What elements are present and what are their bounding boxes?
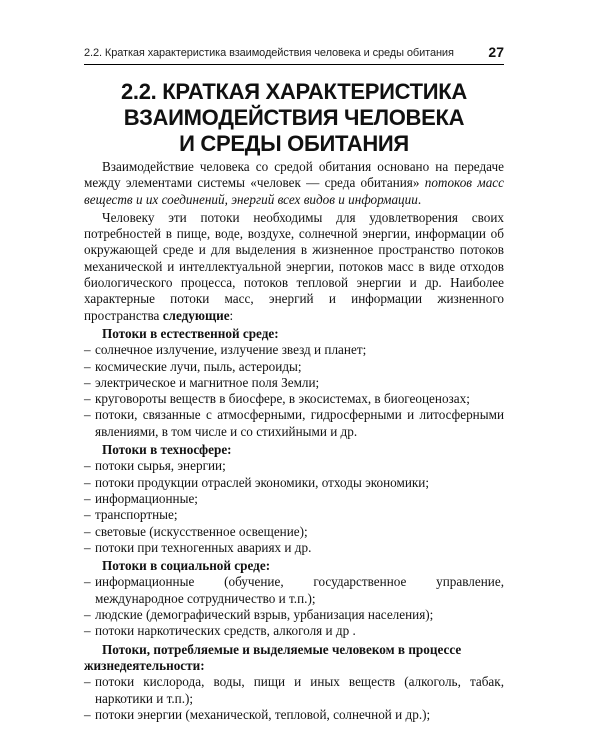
chapter-title-line: 2.2. КРАТКАЯ ХАРАКТЕРИСТИКА (120, 79, 468, 104)
list-item: – информационные; (84, 491, 504, 507)
needs-text: Человеку эти потоки необходимы для удовлетворения своих потребностей в пище, воде, воздухе, солнечной энергии, информации об окружающей среде и для выделения в жизненное пространство потоков механической и интеллектуальной энергии, потоков масс в виде отходов биологического процесса, потоков тепловой энергии и др. Наиболее характерные потоки масс, энергий и информации жизненного пространства (84, 209, 504, 323)
list-item: – световые (искусственное освещение); (84, 524, 504, 540)
running-title: 2.2. Краткая характеристика взаимодействия человека и среды обитания (84, 47, 454, 59)
list-item: – потоки, связанные с атмосферными, гидросферными и литосферными явлениями, в том числе и со стихийными и др. (84, 407, 504, 440)
chapter-title-line: ВЗАИМОДЕЙСТВИЯ ЧЕЛОВЕКА (123, 105, 465, 130)
list-item: – транспортные; (84, 507, 504, 523)
list-item: – потоки энергии (механической, тепловой, солнечной и др.); (84, 707, 504, 723)
intro-emphasis: потоков масс веществ и их соединений, энергий всех видов и информации (84, 175, 504, 207)
intro-text: Взаимодействие человека со средой обитания основано на передаче между элементами системы «человек — среда обитания» (84, 159, 504, 191)
running-header (84, 44, 504, 65)
chapter-title (84, 79, 504, 157)
list-item: – солнечное излучение, излучение звезд и планет; (84, 342, 504, 358)
list-item: – потоки кислорода, воды, пищи и иных веществ (алкоголь, табак, наркотики и т.п.); (84, 674, 504, 707)
section-heading: Потоки, потребляемые и выделяемые человеком в процессе жизнедеятельности: (84, 641, 462, 673)
body-text (84, 159, 504, 723)
needs-paragraph (84, 210, 504, 324)
intro-paragraph (84, 159, 504, 208)
list-item: – космические лучи, пыль, астероиды; (84, 359, 504, 375)
needs-strong: следующие (162, 307, 230, 323)
chapter-title-line: И СРЕДЫ ОБИТАНИЯ (179, 131, 409, 156)
list-item: – информационные (обучение, государственное управление, международное сотрудничество и т.п.); (84, 574, 504, 607)
section-heading: Потоки в техносфере: (102, 442, 232, 458)
list-item: – потоки при техногенных авариях и др. (84, 540, 504, 556)
page-number: 27 (488, 44, 504, 60)
section-heading: Потоки в естественной среде: (102, 325, 279, 341)
intro-end: . (417, 191, 422, 207)
list-item: – потоки продукции отраслей экономики, отходы экономики; (84, 475, 504, 491)
list-item: – потоки сырья, энергии; (84, 458, 504, 474)
list-item: – потоки наркотических средств, алкоголя и др . (84, 623, 504, 639)
section-heading: Потоки в социальной среде: (102, 558, 271, 574)
list-item: – электрическое и магнитное поля Земли; (84, 375, 504, 391)
needs-end: : (229, 307, 234, 323)
list-item: – людские (демографический взрыв, урбанизация населения); (84, 607, 504, 623)
list-item: – круговороты веществ в биосфере, в экосистемах, в биогеоценозах; (84, 391, 504, 407)
